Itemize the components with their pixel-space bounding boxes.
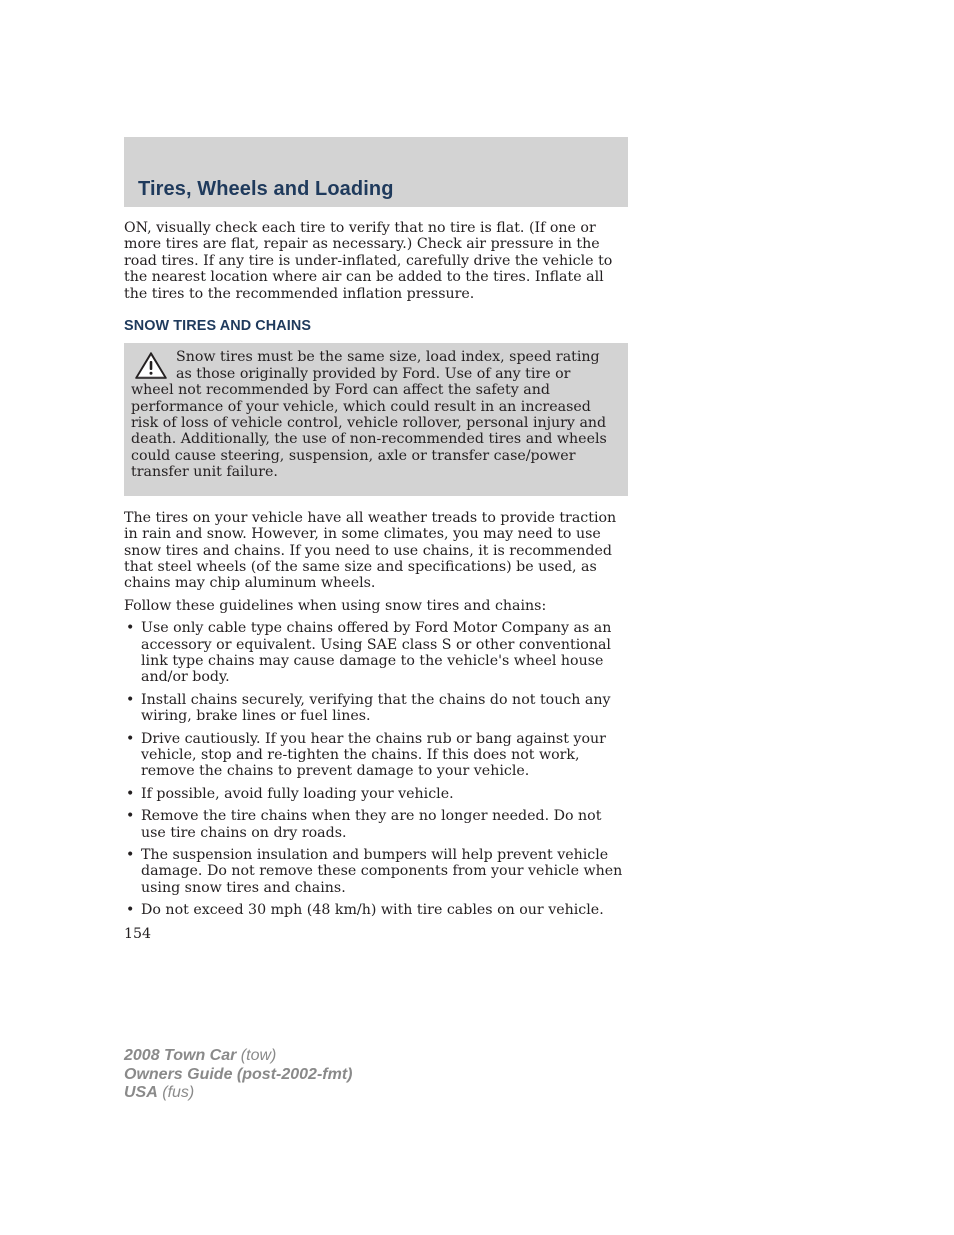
list-item: [124, 902, 628, 918]
page-number: 154: [124, 926, 152, 942]
footer-guide: Owners Guide (post-2002-fmt): [124, 1065, 353, 1083]
footer-market-code: (fus): [162, 1084, 195, 1101]
footer-market: USA: [124, 1084, 158, 1101]
warning-box: [124, 343, 628, 495]
list-item-text: If possible, avoid fully loading your vehicle.: [141, 785, 454, 802]
footer-line-model: [124, 1047, 352, 1066]
bullet-icon: •: [126, 902, 135, 919]
warning-triangle-icon: [134, 351, 168, 381]
guidelines-list: [124, 620, 628, 919]
guidelines-intro: Follow these guidelines when using snow tires and chains:: [124, 597, 547, 614]
bullet-icon: •: [126, 691, 135, 708]
bullet-icon: •: [126, 847, 135, 863]
list-item-text: Do not exceed 30 mph (48 km/h) with tire cables on our vehicle.: [141, 902, 604, 919]
footer-model: 2008 Town Car: [124, 1047, 237, 1064]
list-item: [124, 808, 628, 841]
list-item-text: Use only cable type chains offered by Ford Motor Company as an accessory or equivalent. Using SAE class S or other conventional link type chains may cause damage to the vehicle's wheel house and/or body.: [141, 620, 612, 686]
list-item-text: The suspension insulation and bumpers will help prevent vehicle damage. Do not remove these components from your vehicle when using snow tires and chains.: [141, 847, 623, 896]
footer-line-market: [124, 1084, 352, 1103]
page-title: Tires, Wheels and Loading: [138, 178, 394, 200]
list-item-text: Install chains securely, verifying that the chains do not touch any wiring, brake lines or fuel lines.: [141, 691, 611, 725]
list-item: [124, 786, 628, 802]
list-item-text: Drive cautiously. If you hear the chains rub or bang against your vehicle, stop and re-tighten the chains. If this does not work, remove the chains to prevent damage to your vehicle.: [141, 730, 606, 780]
list-item: [124, 692, 628, 725]
footer-model-code: (tow): [240, 1047, 277, 1064]
main-content: [124, 220, 628, 925]
bullet-icon: •: [126, 785, 135, 802]
list-item-text: Remove the tire chains when they are no longer needed. Do not use tire chains on dry roads.: [141, 808, 602, 841]
warning-text: Snow tires must be the same size, load index, speed rating as those originally provided by Ford. Use of any tire or wheel not recommended by Ford can affect the safety and performance of your vehicle, which could result in an increased risk of loss of vehicle control, vehicle rollover, personal injury and death. Additionally, the use of non-recommended tires and wheels could cause steering, suspension, axle or transfer case/power transfer unit failure.: [131, 349, 607, 481]
list-item: [124, 731, 628, 780]
list-item: [124, 620, 628, 686]
bullet-icon: •: [126, 620, 135, 637]
intro-paragraph: ON, visually check each tire to verify that no tire is flat. (If one or more tires are flat, repair as necessary.) Check air pressure in the road tires. If any tire is under-inflated, carefully drive the vehicle to the nearest location where air can be added to the tires. Inflate all the tires to the recommended inflation pressure.: [124, 220, 613, 302]
footer-line-guide: [124, 1066, 352, 1085]
section-header-band: [124, 137, 628, 207]
body-paragraph: The tires on your vehicle have all weather treads to provide traction in rain and snow. However, in some climates, you may need to use snow tires and chains. If you need to use chains, it is recommended that steel wheels (of the same size and specifications) be used, as chains may chip aluminum wheels.: [124, 509, 617, 592]
section-heading: SNOW TIRES AND CHAINS: [124, 318, 312, 335]
bullet-icon: •: [126, 808, 135, 825]
footer-document-info: [124, 1047, 352, 1103]
list-item: [124, 847, 628, 896]
bullet-icon: •: [126, 730, 135, 747]
